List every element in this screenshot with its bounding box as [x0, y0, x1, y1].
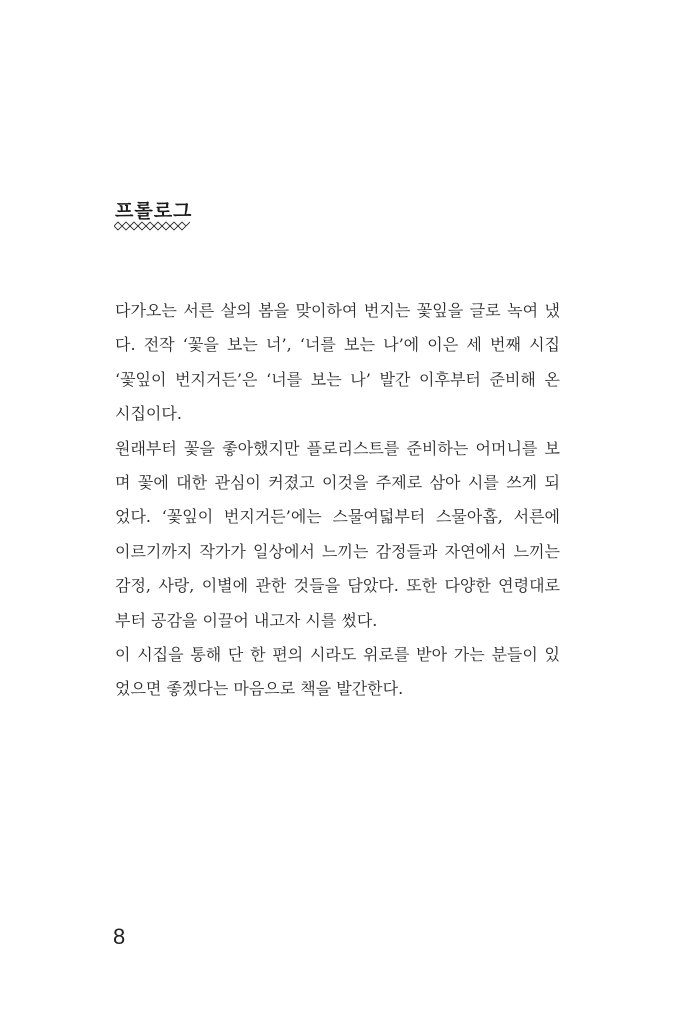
- text-line: 이르기까지 작가가 일상에서 느끼는 감정들과 자연에서 느끼는: [115, 541, 560, 561]
- page-title: 프롤로그: [115, 200, 193, 222]
- prologue-body: [115, 294, 560, 707]
- text-line: 원래부터 꽃을 좋아했지만 플로리스트를 준비하는 어머니를 보: [115, 438, 560, 458]
- text-line: 부터 공감을 이끌어 내고자 시를 썼다.: [115, 610, 378, 630]
- text-line: 감정, 사랑, 이별에 관한 것들을 담았다. 또한 다양한 연령대로: [115, 576, 560, 596]
- text-line: ‘꽃잎이 번지거든’은 ‘너를 보는 나’ 발간 이후부터 준비해 온: [115, 369, 560, 389]
- zigzag-ornament: [114, 221, 190, 231]
- text-line: 시집이다.: [115, 404, 182, 424]
- text-line: 이 시집을 통해 단 한 편의 시라도 위로를 받아 가는 분들이 있: [115, 644, 560, 664]
- text-line: 며 꽃에 대한 관심이 커졌고 이것을 주제로 삼아 시를 쓰게 되: [115, 472, 560, 492]
- text-line: 었으면 좋겠다는 마음으로 책을 발간한다.: [115, 679, 404, 699]
- page-number: 8: [113, 924, 126, 949]
- text-line: 다. 전작 ‘꽃을 보는 너’, ‘너를 보는 나’에 이은 세 번째 시집: [115, 335, 560, 355]
- text-line: 었다. ‘꽃잎이 번지거든’에는 스물여덟부터 스물아홉, 서른에: [115, 507, 560, 527]
- text-line: 다가오는 서른 살의 봄을 맞이하여 번지는 꽃잎을 글로 녹여 냈: [115, 301, 560, 320]
